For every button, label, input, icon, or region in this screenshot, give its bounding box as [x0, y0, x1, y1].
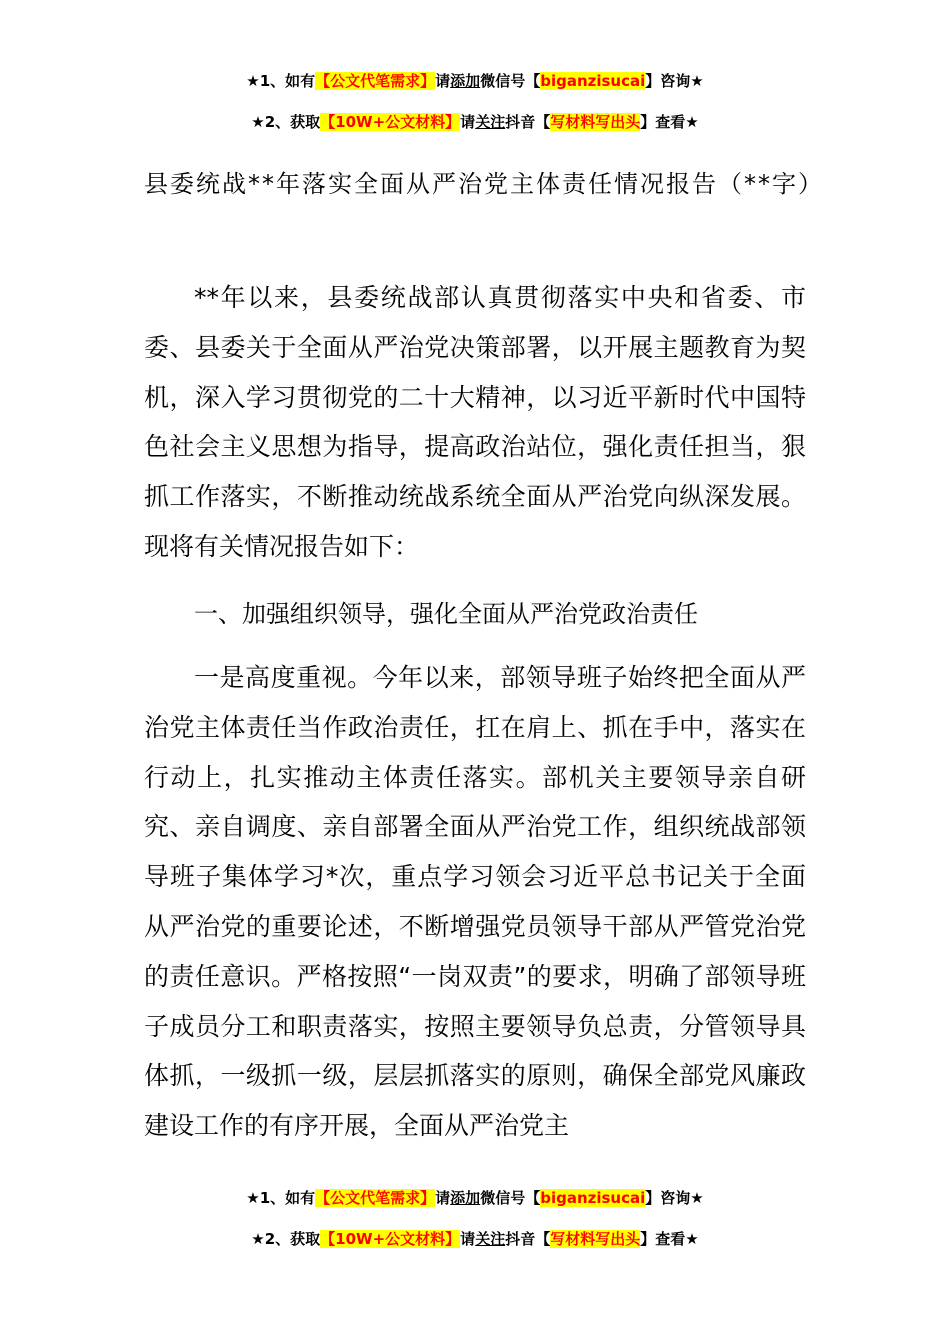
banner-text: 抖音 — [505, 1230, 536, 1248]
banner-text: 咨询★ — [660, 72, 704, 90]
section-1-paragraph: 一是高度重视。今年以来，部领导班子始终把全面从严治党主体责任当作政治责任，扛在肩上、抓在手中，落实在行动上，扎实推动主体责任落实。部机关主要领导亲自研究、亲自调度、亲自部署全面从严治党工作，组织统战部领导班子集体学习*次，重点学习领会习近平总书记关于全面从严治党的重要论述，不断增强党员领导干部从严管党治党的责任意识。严格按照“一岗双责”的要求，明确了部领导班子成员分工和职责落实，按照主要领导负总责，分管领导具体抓，一级抓一级，层层抓落实的原则，确保全部党风廉政建设工作的有序开展，全面从严治党主 — [144, 663, 806, 1141]
banner-text: 请 — [460, 1230, 476, 1248]
highlight-wechat-id: biganzisucai — [540, 1189, 646, 1207]
document-title: 县委统战**年落实全面从严治党主体责任情况报告（**字） — [144, 170, 824, 198]
bottom-banner-line-2 — [0, 1228, 950, 1250]
banner-text: ★1、如有 — [246, 1189, 316, 1207]
underlined-text: 关注 — [475, 1230, 506, 1248]
banner-text: 咨询★ — [660, 1189, 704, 1207]
banner-text: 抖音 — [505, 113, 536, 131]
highlight-wechat-id: biganzisucai — [540, 72, 646, 90]
underlined-text: 添加 — [450, 72, 481, 90]
banner-text: 查看★ — [655, 113, 699, 131]
banner-text: 查看★ — [655, 1230, 699, 1248]
highlight-service: 【公文代笔需求】 — [315, 1189, 436, 1207]
bracket: 【 — [535, 113, 551, 131]
top-banner-line-2 — [0, 111, 950, 133]
bottom-banner-line-1 — [0, 1187, 950, 1209]
top-banner-line-1 — [0, 70, 950, 92]
banner-text: ★2、获取 — [251, 1230, 321, 1248]
bracket: 】 — [645, 1189, 661, 1207]
highlight-service: 【公文代笔需求】 — [315, 72, 436, 90]
banner-text: 微信号 — [480, 1189, 526, 1207]
banner-text: 请 — [435, 1189, 451, 1207]
bracket: 】 — [645, 72, 661, 90]
bracket: 】 — [640, 113, 656, 131]
section-1-heading: 一、加强组织领导，强化全面从严治党政治责任 — [194, 600, 698, 628]
banner-text: ★1、如有 — [246, 72, 316, 90]
banner-text: ★2、获取 — [251, 113, 321, 131]
highlight-materials: 【10W+公文材料】 — [320, 113, 461, 131]
bracket: 【 — [525, 72, 541, 90]
underlined-text: 添加 — [450, 1189, 481, 1207]
highlight-douyin-id: 写材料写出头 — [550, 1230, 641, 1248]
banner-text: 请 — [435, 72, 451, 90]
bracket: 【 — [525, 1189, 541, 1207]
bracket: 【 — [535, 1230, 551, 1248]
banner-text: 微信号 — [480, 72, 526, 90]
highlight-materials: 【10W+公文材料】 — [320, 1230, 461, 1248]
highlight-douyin-id: 写材料写出头 — [550, 113, 641, 131]
intro-paragraph: **年以来，县委统战部认真贯彻落实中央和省委、市委、县委关于全面从严治党决策部署，以开展主题教育为契机，深入学习贯彻党的二十大精神，以习近平新时代中国特色社会主义思想为指导，提高政治站位，强化责任担当，狠抓工作落实，不断推动统战系统全面从严治党向纵深发展。现将有关情况报告如下： — [144, 283, 806, 561]
underlined-text: 关注 — [475, 113, 506, 131]
bracket: 】 — [640, 1230, 656, 1248]
banner-text: 请 — [460, 113, 476, 131]
